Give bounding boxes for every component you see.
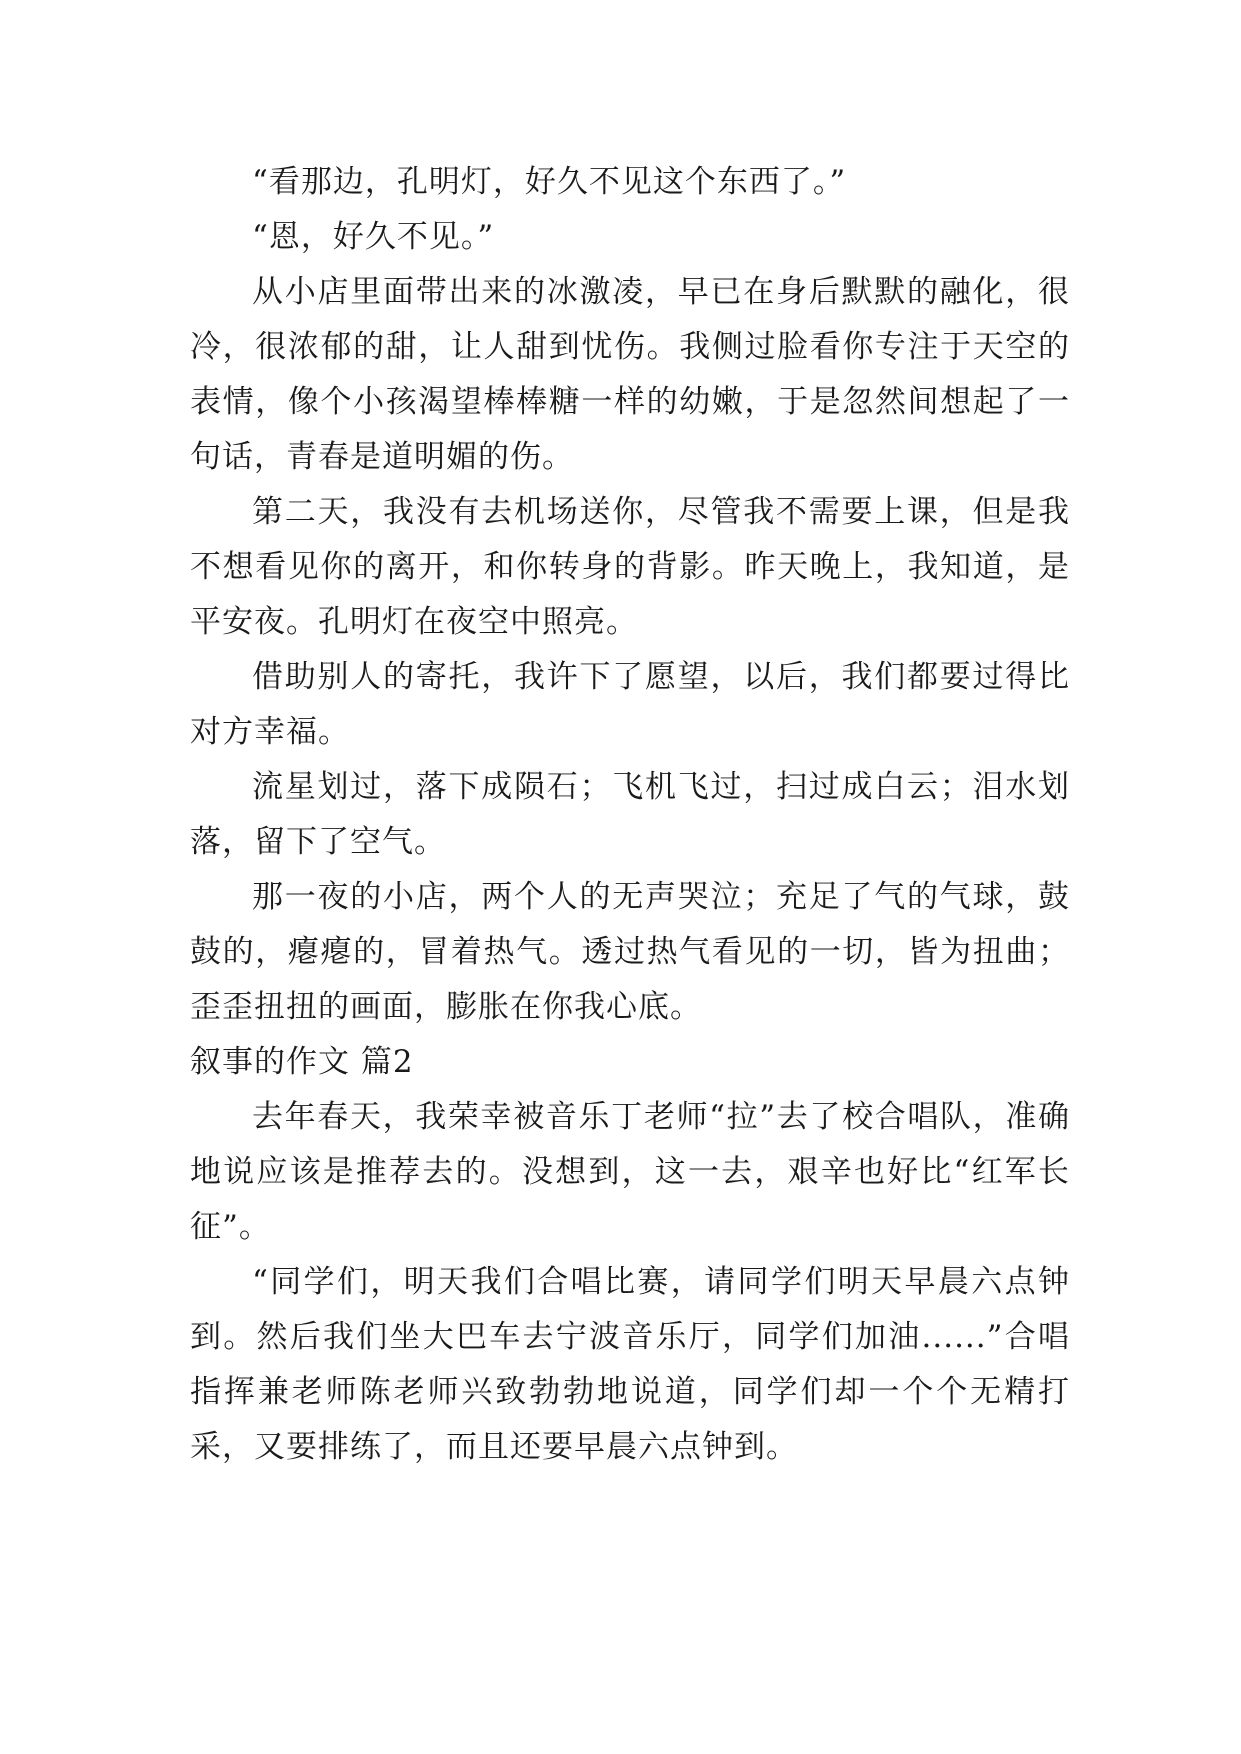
paragraph: 借助别人的寄托，我许下了愿望，以后，我们都要过得比对方幸福。 [190,659,1070,750]
paragraph: “看那边，孔明灯，好久不见这个东西了。” [252,164,847,200]
section-heading: 叙事的作文 篇2 [190,1044,414,1080]
paragraph: 那一夜的小店，两个人的无声哭泣；充足了气的气球，鼓鼓的，瘪瘪的，冒着热气。透过热气看见的一切，皆为扭曲；歪歪扭扭的画面，膨胀在你我心底。 [190,879,1070,1025]
paragraph: “同学们，明天我们合唱比赛，请同学们明天早晨六点钟到。然后我们坐大巴车去宁波音乐厅，同学们加油......”合唱指挥兼老师陈老师兴致勃勃地说道，同学们却一个个无精打采，又要排练了，而且还要早晨六点钟到。 [190,1264,1070,1465]
paragraph: 去年春天，我荣幸被音乐丁老师“拉”去了校合唱队，准确地说应该是推荐去的。没想到，这一去，艰辛也好比“红军长征”。 [190,1099,1070,1245]
body-text [190,155,1070,1475]
paragraph: 第二天，我没有去机场送你，尽管我不需要上课，但是我不想看见你的离开，和你转身的背影。昨天晚上，我知道，是平安夜。孔明灯在夜空中照亮。 [190,494,1070,640]
paragraph: “恩，好久不见。” [252,219,495,255]
paragraph: 流星划过，落下成陨石；飞机飞过，扫过成白云；泪水划落，留下了空气。 [190,769,1070,860]
paragraph: 从小店里面带出来的冰激凌，早已在身后默默的融化，很冷，很浓郁的甜，让人甜到忧伤。我侧过脸看你专注于天空的表情，像个小孩渴望棒棒糖一样的幼嫩，于是忽然间想起了一句话，青春是道明媚的伤。 [190,274,1070,475]
